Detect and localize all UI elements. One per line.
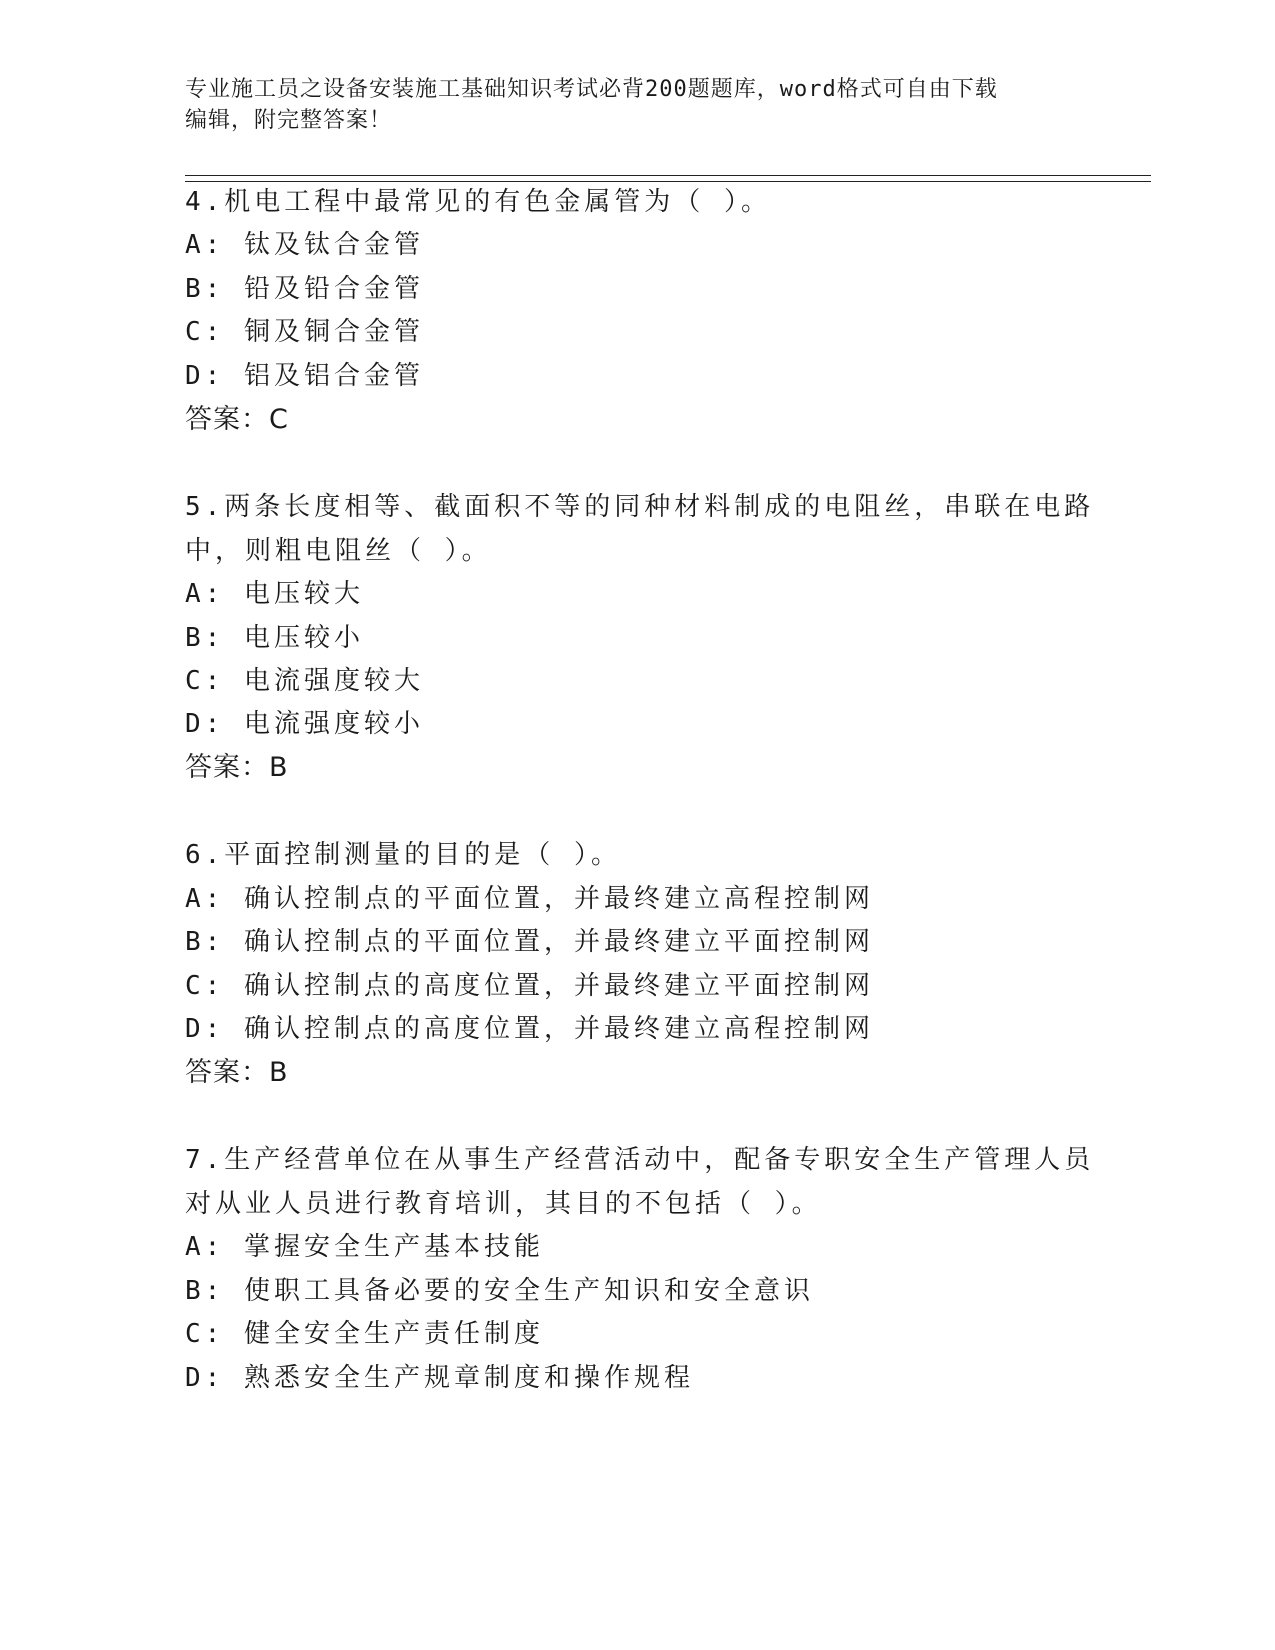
question-5-option-d: D: 电流强度较小	[185, 709, 424, 739]
header-line-2: 编辑，附完整答案！	[185, 108, 393, 133]
question-6-option-b: B: 确认控制点的平面位置，并最终建立平面控制网	[185, 927, 874, 957]
question-5-answer: 答案：B	[185, 752, 289, 783]
question-5-option-c: C: 电流强度较大	[185, 666, 424, 696]
question-4-answer: 答案：C	[185, 404, 289, 435]
question-7-option-d: D: 熟悉安全生产规章制度和操作规程	[185, 1363, 694, 1393]
question-4-option-a: A: 钛及钛合金管	[185, 230, 424, 260]
question-6-option-c: C: 确认控制点的高度位置，并最终建立平面控制网	[185, 971, 874, 1001]
question-5-stem-line-1: 5.两条长度相等、截面积不等的同种材料制成的电阻丝，串联在电路	[185, 492, 1095, 522]
document-header	[185, 74, 1065, 136]
question-7-option-b: B: 使职工具备必要的安全生产知识和安全意识	[185, 1276, 814, 1306]
question-7-option-a: A: 掌握安全生产基本技能	[185, 1232, 544, 1262]
question-4-option-d: D: 铝及铝合金管	[185, 361, 424, 391]
question-5-option-b: B: 电压较小	[185, 623, 364, 653]
question-6-answer: 答案：B	[185, 1057, 289, 1088]
question-4-option-b: B: 铅及铅合金管	[185, 274, 424, 304]
question-7-stem-line-2: 对从业人员进行教育培训，其目的不包括（ ）。	[185, 1189, 822, 1219]
question-6-option-d: D: 确认控制点的高度位置，并最终建立高程控制网	[185, 1014, 874, 1044]
question-7-option-c: C: 健全安全生产责任制度	[185, 1319, 544, 1349]
question-7-stem-line-1: 7.生产经营单位在从事生产经营活动中，配备专职安全生产管理人员	[185, 1145, 1095, 1175]
question-6-option-a: A: 确认控制点的平面位置，并最终建立高程控制网	[185, 884, 874, 914]
question-4-stem: 4.机电工程中最常见的有色金属管为（ ）。	[185, 187, 771, 217]
question-5-option-a: A: 电压较大	[185, 579, 364, 609]
header-divider-top	[185, 175, 1151, 176]
question-4-option-c: C: 铜及铜合金管	[185, 317, 424, 347]
question-5-stem-line-2: 中，则粗电阻丝（ ）。	[185, 536, 492, 566]
header-divider-bottom	[185, 181, 1151, 182]
question-6-stem: 6.平面控制测量的目的是（ ）。	[185, 840, 621, 870]
header-line-1: 专业施工员之设备安装施工基础知识考试必背200题题库，word格式可自由下载	[185, 77, 998, 102]
